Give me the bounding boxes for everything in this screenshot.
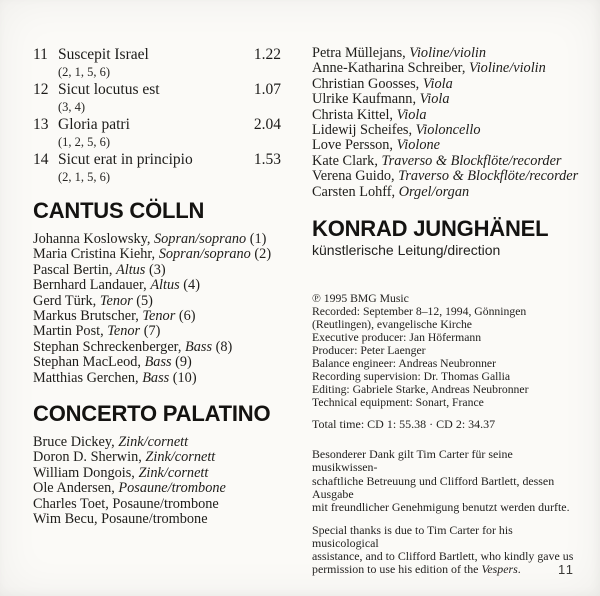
member-role: Viola [396,106,427,123]
track-title: Sicut locutus est [58,81,160,98]
ack-line-english: permission to use his edition of the Vespers. [312,562,521,577]
track-row [33,116,281,134]
track-voices: (1, 2, 5, 6) [58,135,111,149]
credit-line: Balance engineer: Andreas Neubronner [312,357,496,371]
ack-line-german: mit freundlicher Genehmigung benutzt werden durfte. [312,500,570,515]
cantus-colln-heading: CANTUS CÖLLN [33,198,205,223]
credit-line: (Reutlingen), evangelische Kirche [312,318,472,332]
total-time: Total time: CD 1: 55.38 · CD 2: 34.37 [312,417,496,432]
member-row [33,512,281,527]
member-row: Gerd Türk, Tenor (5) [33,292,153,309]
member-row [312,185,580,200]
member-name: Petra Müllejans, [312,45,410,61]
member-row: Maria Cristina Kiehr, Sopran/soprano (2) [33,246,272,263]
track-number: 12 [33,81,49,98]
member-name: Wim Becu, [33,511,102,528]
member-row: Bernhard Landauer, Altus (4) [33,277,200,294]
credit-line: Recorded: September 8–12, 1994, Gönningen [312,305,527,319]
member-role: Violoncello [415,122,481,139]
member-row: Martin Post, Tenor (7) [33,323,161,340]
member-name: Markus Brutscher, [33,308,143,325]
credit-line: Producer: Peter Laenger [312,344,426,358]
member-name: Lidewij Scheifes, [312,122,416,139]
track-voices: (2, 1, 5, 6) [58,65,111,79]
member-row [33,466,281,481]
member-role: Zink/cornett [138,464,209,481]
member-row [33,450,281,465]
ack-line-german: Besonderer Dank gilt Tim Carter für seine musikwissen- [312,447,513,475]
member-name: Bernhard Landauer, [33,277,151,294]
right-column [312,46,580,577]
member-role: Zink/cornett [145,449,216,466]
member-role: Orgel/organ [398,183,470,200]
member-name: Johanna Koslowsky, [33,231,154,247]
track-row [33,46,281,64]
track-number: 14 [33,151,49,168]
member-name: Stephan Schreckenberger, [33,338,186,355]
track-list [33,46,281,185]
member-name: Pascal Bertin, [33,261,116,278]
concerto-palatino-members [33,435,281,527]
member-row: Markus Brutscher, Tenor (6) [33,308,196,325]
track-number: 11 [33,46,48,63]
track-title: Suscepit Israel [58,46,149,63]
left-column [33,46,281,528]
member-row [312,154,580,169]
member-role: Altus [115,261,146,278]
credit-line: Recording supervision: Dr. Thomas Gallia [312,370,511,384]
member-row [312,169,580,184]
track-title: Gloria patri [58,116,130,133]
member-row [312,77,580,92]
track-voices: (2, 1, 5, 6) [58,170,111,184]
director-subtitle: künstlerische Leitung/direction [312,242,501,259]
track-time: 1.22 [253,46,281,63]
member-name: William Dongois, [33,464,139,481]
member-name: Stephan MacLeod, [33,354,145,371]
concerto-palatino-heading: CONCERTO PALATINO [33,401,271,427]
member-row [312,123,580,138]
member-role: Viola [422,75,453,92]
member-role: Posaune/trombone [112,495,219,512]
track-time: 1.07 [253,81,281,98]
member-role: Tenor [99,292,133,309]
member-name: Bruce Dickey, [33,434,119,451]
member-name: Love Persson, [312,137,397,154]
track-time: 2.04 [253,116,281,133]
track-number: 13 [33,116,49,133]
member-row [33,497,281,512]
member-name: Matthias Gerchen, [33,369,143,386]
cantus-colln-members [33,232,281,386]
track-row [33,81,281,99]
ack-line-german: schaftliche Betreuung und Clifford Bartlett, dessen Ausgabe [312,473,555,501]
member-name: Kate Clark, [312,152,382,169]
track-voices: (3, 4) [58,100,86,114]
credit-line: Executive producer: Jan Höfermann [312,331,482,345]
credits-block [312,292,580,409]
member-role: Traverso & Blockflöte/recorder [381,152,562,169]
member-name: Martin Post, [33,323,108,340]
member-name: Christa Kittel, [312,106,397,123]
member-role: Tenor [107,323,141,340]
track-time: 1.53 [253,151,281,168]
member-row: Pascal Bertin, Altus (3) [33,261,166,278]
credit-line: ℗ 1995 BMG Music [312,292,409,306]
member-name: Gerd Türk, [33,292,100,309]
track-row [33,151,281,169]
member-role: Violone [396,137,441,154]
member-name: Verena Guido, [312,168,399,185]
member-row [312,61,580,76]
member-name: Christian Goosses, [312,75,423,92]
track-title: Sicut erat in principio [58,151,193,168]
member-row [312,108,580,123]
member-role: Tenor [142,308,176,325]
member-row [33,481,281,496]
member-role: Posaune/trombone [101,511,208,528]
ack-line-english: assistance, and to Clifford Bartlett, who kindly gave us [312,549,574,564]
member-role: Sopran/soprano [158,246,251,263]
italic-term: Vespers [481,562,518,577]
member-row [312,46,580,61]
acknowledgment-german [312,448,580,514]
member-row [312,138,580,153]
member-name: Anne-Katharina Schreiber, [312,60,470,77]
member-name: Charles Toet, [33,495,113,512]
ack-line-english: Special thanks is due to Tim Carter for his musicological [312,522,513,550]
member-name: Doron D. Sherwin, [33,449,146,466]
member-role: Bass [142,369,170,386]
member-role: Violine/violin [409,45,487,61]
member-role: Bass [185,338,213,355]
orchestra-members [312,46,580,200]
acknowledgment-english [312,524,580,577]
member-row: Stephan Schreckenberger, Bass (8) [33,338,233,355]
member-role: Posaune/trombone [118,480,226,497]
member-row: Matthias Gerchen, Bass (10) [33,369,197,386]
member-role: Viola [419,91,450,108]
member-name: Ole Andersen, [33,480,119,497]
credit-line: Editing: Gabriele Starke, Andreas Neubronner [312,383,529,397]
member-role: Zink/cornett [118,434,189,451]
member-row [312,92,580,107]
member-name: Ulrike Kaufmann, [312,91,420,108]
member-role: Sopran/soprano [154,231,247,247]
member-row [33,435,281,450]
member-role: Altus [150,277,180,294]
member-row: Stephan MacLeod, Bass (9) [33,354,192,371]
member-row: Johanna Koslowsky, Sopran/soprano (1) [33,231,267,247]
credit-line: Technical equipment: Sonart, France [312,396,484,410]
page-number: 11 [558,562,575,577]
member-role: Violine/violin [469,60,546,77]
member-role: Bass [144,354,172,371]
director-heading: KONRAD JUNGHÄNEL [312,216,549,242]
member-name: Carsten Lohff, [312,183,399,200]
member-name: Maria Cristina Kiehr, [33,246,159,263]
member-role: Traverso & Blockflöte/recorder [398,168,579,185]
